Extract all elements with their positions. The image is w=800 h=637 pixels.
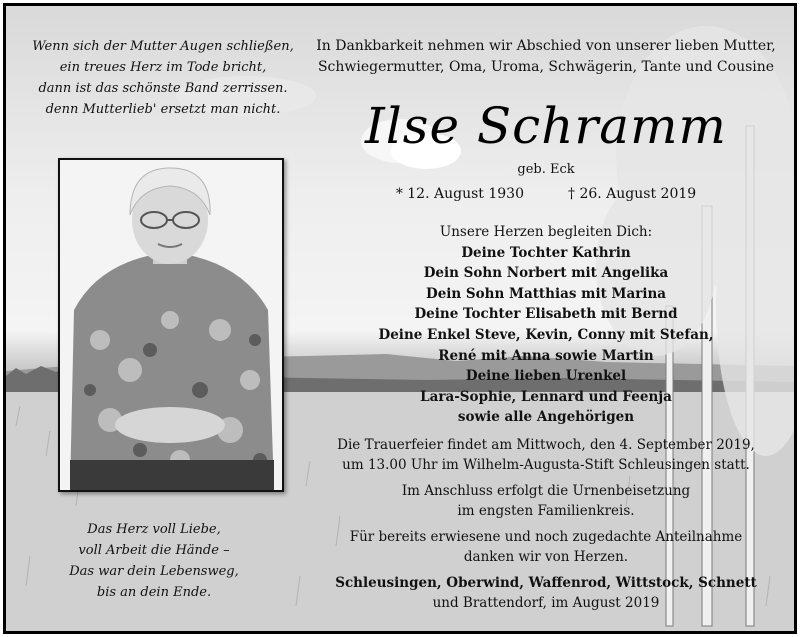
thanks-line: danken wir von Herzen.	[463, 548, 629, 565]
burial-notice	[306, 482, 786, 521]
poem-top	[28, 36, 298, 120]
family-member: Dein Sohn Matthias mit Marina	[425, 285, 667, 302]
funeral-notice	[306, 436, 786, 475]
poem-line: Wenn sich der Mutter Augen schließen,	[32, 39, 294, 54]
funeral-line: Die Trauerfeier findet am Mittwoch, den 4. September 2019,	[337, 437, 755, 453]
poem-line: denn Mutterlieb' ersetzt man nicht.	[45, 102, 281, 117]
death-date: † 26. August 2019	[568, 186, 697, 202]
family-member: Deine lieben Urenkel	[465, 368, 627, 385]
intro-text	[306, 36, 786, 78]
portrait-photo	[58, 158, 284, 492]
life-dates	[306, 184, 786, 204]
family-member: Lara-Sophie, Lennard und Feenja	[420, 388, 672, 405]
places-line: Schleusingen, Oberwind, Waffenrod, Wittstock, Schnett	[335, 575, 757, 591]
poem-line: Das Herz voll Liebe,	[87, 522, 221, 537]
poem-line: bis an dein Ende.	[96, 585, 212, 600]
maiden-name: geb. Eck	[517, 162, 575, 177]
deceased-name: Ilse Schramm	[365, 97, 727, 155]
burial-line: Im Anschluss erfolgt die Urnenbeisetzung	[401, 483, 691, 499]
family-member: Deine Tochter Elisabeth mit Bernd	[414, 306, 678, 323]
burial-line: im engsten Familienkreis.	[457, 502, 635, 519]
family-list	[306, 222, 786, 428]
thanks-line: Für bereits erwiesene und noch zugedachte Anteilnahme	[349, 529, 743, 545]
family-member: Deine Enkel Steve, Kevin, Conny mit Stefan,	[378, 326, 714, 343]
place-date-line: und Brattendorf, im August 2019	[432, 594, 660, 611]
poem-line: voll Arbeit die Hände –	[78, 543, 230, 558]
intro-line: In Dankbarkeit nehmen wir Abschied von unserer lieben Mutter,	[316, 38, 776, 54]
poem-line: ein treues Herz im Tode bricht,	[59, 60, 267, 75]
poem-line: Das war dein Lebensweg,	[69, 564, 239, 579]
poem-bottom	[44, 519, 264, 603]
intro-line: Schwiegermutter, Oma, Uroma, Schwägerin, Tante und Cousine	[317, 59, 775, 75]
portrait-image	[60, 160, 282, 490]
family-member: Deine Tochter Kathrin	[461, 244, 631, 261]
obituary-frame	[3, 3, 797, 634]
birth-date: * 12. August 1930	[395, 186, 524, 202]
thanks-notice	[306, 528, 786, 567]
poem-line: dann ist das schönste Band zerrissen.	[38, 81, 288, 96]
funeral-line: um 13.00 Uhr im Wilhelm-Augusta-Stift Schleusingen statt.	[342, 456, 750, 473]
place-date	[306, 574, 786, 613]
family-member: René mit Anna sowie Martin	[438, 347, 654, 364]
family-lead: Unsere Herzen begleiten Dich:	[439, 224, 653, 240]
family-member: Dein Sohn Norbert mit Angelika	[423, 265, 669, 282]
family-member: sowie alle Angehörigen	[457, 409, 635, 426]
